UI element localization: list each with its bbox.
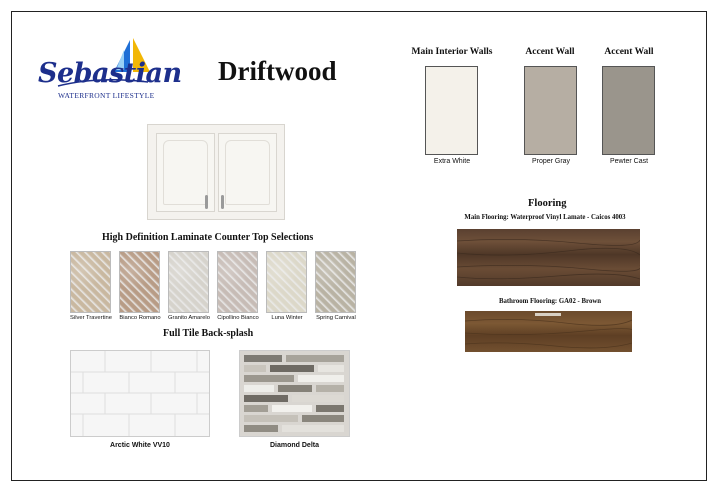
countertop-swatch-label: Luna Winter — [271, 315, 303, 321]
backsplash-heading: Full Tile Back-splash — [163, 328, 254, 339]
paint-heading-main-walls: Main Interior Walls — [411, 47, 493, 57]
sebastian-logo — [38, 36, 182, 106]
flooring-heading: Flooring — [528, 198, 567, 209]
main-flooring-label: Main Flooring: Waterproof Vinyl Lamate - Caicos 4003 — [464, 214, 626, 221]
bathroom-flooring-label: Bathroom Flooring: GA02 - Brown — [498, 298, 602, 305]
logo-wordmark: Sebastian — [38, 58, 182, 89]
bathroom-flooring-image — [465, 311, 632, 352]
paint-swatch-extra-white — [425, 66, 478, 155]
arctic-white-tile-image — [70, 350, 210, 437]
paint-label: Proper Gray — [531, 158, 571, 165]
countertop-swatch — [168, 251, 209, 313]
cabinet-door-right — [218, 133, 277, 212]
countertop-swatch-label: Bianco Romano — [119, 315, 161, 321]
tile-label: Diamond Delta — [269, 442, 319, 449]
paint-swatch-proper-gray — [524, 66, 577, 155]
countertop-swatch-label: Silver Travertine — [70, 315, 112, 321]
paint-heading-accent-wall: Accent Wall — [525, 47, 575, 57]
logo-tagline: WATERFRONT LIFESTYLE — [58, 91, 155, 100]
paint-heading-accent-wall: Accent Wall — [604, 47, 654, 57]
countertop-swatch-label: Granito Amarelo — [168, 315, 210, 321]
countertop-swatch-label: Spring Carnival — [316, 315, 356, 321]
cabinet-handle — [221, 195, 224, 209]
countertop-swatch — [266, 251, 307, 313]
countertop-swatch — [217, 251, 258, 313]
paint-swatch-pewter-cast — [602, 66, 655, 155]
main-flooring-image — [457, 229, 640, 286]
diamond-delta-tile-image — [239, 350, 350, 437]
page-title: Driftwood — [218, 56, 337, 86]
cabinet-image — [147, 124, 285, 220]
countertop-swatch — [70, 251, 111, 313]
countertop-swatch-label: Cipollino Bianco — [217, 315, 259, 321]
countertop-heading: High Definition Laminate Counter Top Selections — [102, 232, 314, 243]
tile-label: Arctic White VV10 — [110, 442, 170, 449]
countertop-swatch — [315, 251, 356, 313]
paint-label: Pewter Cast — [609, 158, 649, 165]
countertop-swatch — [119, 251, 160, 313]
paint-label: Extra White — [433, 158, 471, 165]
cabinet-handle — [205, 195, 208, 209]
